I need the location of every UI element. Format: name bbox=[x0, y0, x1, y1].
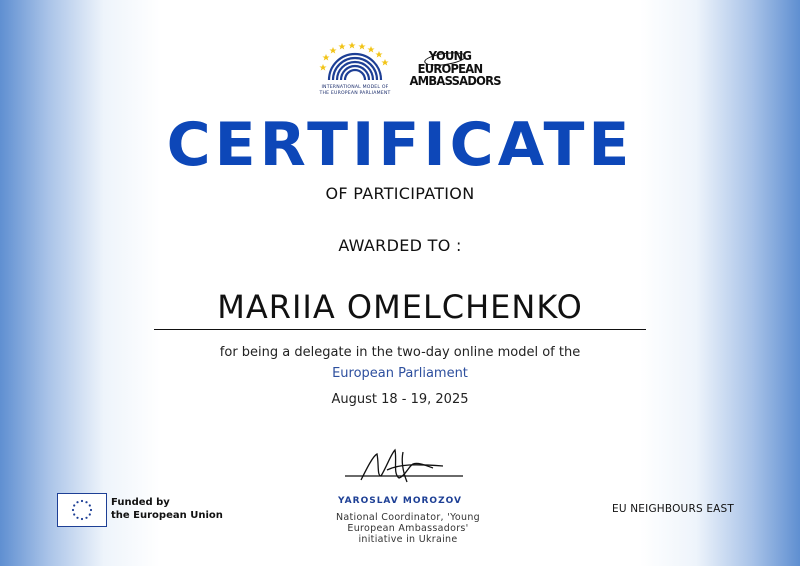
signature-icon bbox=[343, 446, 465, 488]
event-date: August 18 - 19, 2025 bbox=[331, 392, 469, 407]
imep-caption-line2: THE EUROPEAN PARLIAMENT bbox=[319, 90, 391, 96]
certificate-subtitle: OF PARTICIPATION bbox=[325, 184, 475, 203]
signatory-role-line3: initiative in Ukraine bbox=[358, 534, 458, 545]
signatory-name: YAROSLAV MOROZOV bbox=[338, 496, 462, 506]
eu-neighbours-east: EU NEIGHBOURS EAST bbox=[612, 503, 735, 515]
funded-line1: Funded by bbox=[111, 497, 170, 508]
imep-caption-line1: INTERNATIONAL MODEL OF bbox=[321, 85, 389, 90]
yea-logo bbox=[406, 48, 501, 98]
certificate-title: CERTIFICATE bbox=[166, 110, 634, 180]
name-underline bbox=[154, 329, 646, 330]
awarded-to-label: AWARDED TO : bbox=[338, 236, 462, 255]
parliament-hemicycle-icon bbox=[315, 42, 395, 86]
recipient-name: MARIIA OMELCHENKO bbox=[217, 288, 583, 326]
eu-flag-icon bbox=[57, 493, 107, 527]
imep-logo bbox=[315, 42, 395, 100]
signatory-role-line1: National Coordinator, 'Young bbox=[335, 512, 481, 523]
funded-by-eu bbox=[111, 496, 223, 522]
signatory-role bbox=[318, 512, 498, 545]
description-line1: for being a delegate in the two-day online model of the bbox=[219, 345, 581, 360]
funded-line2: the European Union bbox=[111, 510, 223, 521]
yea-line2: EUROPEAN bbox=[417, 60, 483, 76]
imep-caption bbox=[315, 85, 395, 96]
description-line2: European Parliament bbox=[332, 366, 468, 381]
yea-line1: YOUNG bbox=[428, 48, 472, 63]
signatory-role-line2: European Ambassadors' bbox=[347, 523, 469, 534]
yea-line3: AMBASSADORS bbox=[409, 73, 501, 88]
